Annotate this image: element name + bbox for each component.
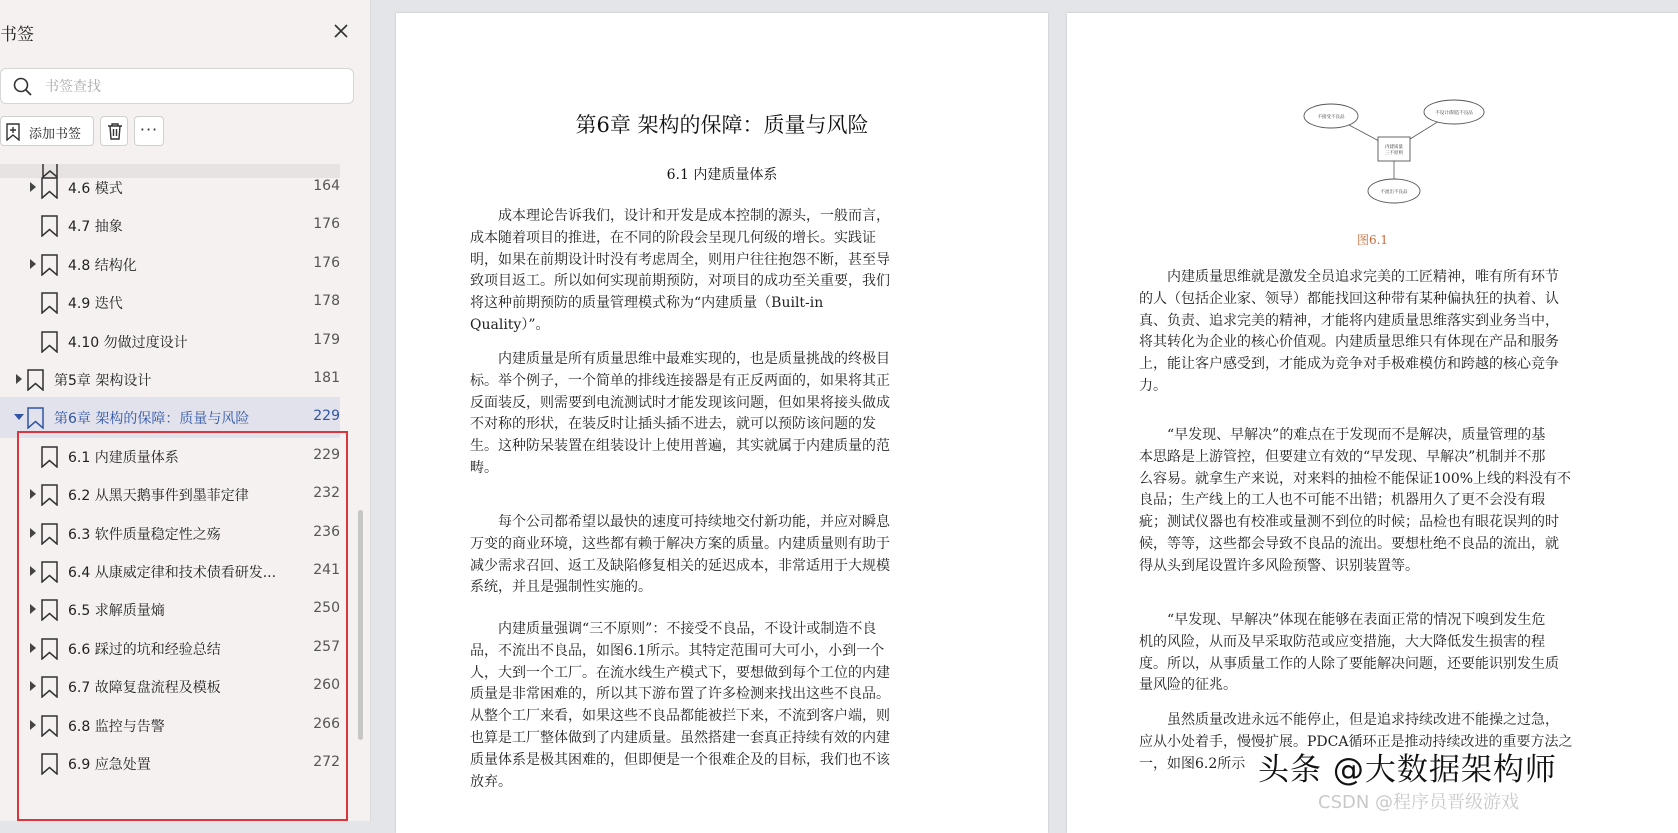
bookmark-item[interactable] <box>0 589 340 630</box>
text-line: 明，如果在前期设计时没有考虑周全，则用户往往抱怨不断，甚至导 <box>470 251 890 268</box>
add-bookmark-label: 添加书签 <box>29 127 82 142</box>
text-line: 减少需求召回、返工及缺陷修复相关的延迟成本，非常适用于大规模 <box>470 557 890 574</box>
expand-arrow-icon[interactable] <box>16 374 22 384</box>
text-line: 生。这种防呆装置在组装设计上使用普遍，其实就属于内建质量的范 <box>470 438 890 455</box>
bookmark-page-number: 272 <box>313 754 340 770</box>
text-line: 候，等等，这些都会导致不良品的流出。要想杜绝不良品的流出，就 <box>1139 535 1559 552</box>
bookmark-icon <box>40 599 60 625</box>
bookmark-item[interactable] <box>0 282 340 323</box>
bookmark-search-input[interactable] <box>43 75 347 99</box>
bookmark-label: 4.6 模式 <box>68 181 123 197</box>
trash-icon <box>106 122 124 140</box>
expand-arrow-icon[interactable] <box>30 566 36 576</box>
bookmark-page-number: 176 <box>313 254 340 271</box>
expand-arrow-icon[interactable] <box>30 681 36 691</box>
figure-node-1: 不接受不良品 <box>1317 115 1345 120</box>
search-icon <box>13 77 33 101</box>
bookmark-icon <box>40 753 60 779</box>
text-line: 本思路是上游管控，但要建立有效的“早发现、早解决”机制并不那 <box>1139 448 1546 465</box>
bookmark-page-number: 266 <box>313 715 340 732</box>
text-line: 一，如图6.2所示 <box>1139 755 1246 772</box>
figure-6-1 <box>1299 81 1489 211</box>
bookmark-item[interactable] <box>0 205 340 246</box>
expand-arrow-icon[interactable] <box>30 604 36 614</box>
document-page-right <box>1067 13 1678 833</box>
text-line: 的人（包括企业家、领导）都能找回这种带有某种偏执狂的执着、认 <box>1139 290 1559 307</box>
text-line: 真、负责、追求完美的精神，才能将内建质量思维落实到业务当中， <box>1139 312 1559 329</box>
text-line: 内建质量强调“三不原则”：不接受不良品，不设计或制造不良 <box>498 621 877 637</box>
expand-arrow-icon[interactable] <box>30 259 36 269</box>
figure-node-3: 不流出不良品 <box>1380 190 1408 195</box>
bookmark-page-number: 236 <box>313 523 340 540</box>
sidebar-title: 书签 <box>0 25 34 45</box>
expand-arrow-icon[interactable] <box>30 489 36 499</box>
bookmark-page-number: 176 <box>313 216 340 233</box>
bookmark-item[interactable] <box>0 666 340 707</box>
expand-arrow-icon[interactable] <box>30 720 36 730</box>
bookmark-item[interactable] <box>0 436 340 477</box>
bookmark-page-number: 179 <box>313 331 340 348</box>
text-line: 万变的商业环境，这些都有赖于解决方案的质量。内建质量则有助于 <box>470 535 890 552</box>
bookmark-page-number: 232 <box>313 485 340 502</box>
text-line: 疵；测试仪器也有校准或量测不到位的时候；品检也有眼花误判的时 <box>1139 514 1559 531</box>
text-line: 系统，并且是强制性实施的。 <box>470 579 652 596</box>
figure-caption: 图6.1 <box>1356 233 1389 247</box>
text-line: 人，大到一个工厂。在流水线生产模式下，要想做到每个工位的内建 <box>470 664 890 681</box>
paragraph <box>1139 610 1639 697</box>
bookmark-page-number: 260 <box>313 677 340 694</box>
bookmark-icon <box>40 561 60 587</box>
text-line: 内建质量是所有质量思维中最难实现的，也是质量挑战的终极目 <box>498 351 890 367</box>
text-line: 也算是工厂整体做到了内建质量。虽然搭建一套真正持续有效的内建 <box>470 729 890 746</box>
bookmark-label: 4.8 结构化 <box>68 257 137 274</box>
bookmark-label: 6.7 故障复盘流程及模板 <box>68 680 221 697</box>
bookmark-label: 4.9 迭代 <box>68 296 123 313</box>
bookmark-page-number: 241 <box>313 562 340 578</box>
bookmark-page-number: 181 <box>313 370 340 386</box>
bookmark-label: 6.1 内建质量体系 <box>68 449 179 466</box>
bookmark-label: 6.3 软件质量稳定性之殇 <box>68 526 221 543</box>
add-bookmark-button[interactable] <box>0 116 94 146</box>
bookmark-icon <box>40 715 60 741</box>
bookmark-icon <box>40 215 60 241</box>
expand-arrow-icon[interactable] <box>30 182 36 192</box>
bookmark-item[interactable] <box>0 474 340 515</box>
bookmark-icon <box>40 523 60 549</box>
text-line: 标。举个例子，一个简单的排线连接器是有正反两面的，如果将其正 <box>470 372 890 389</box>
bookmark-item[interactable] <box>0 628 340 669</box>
text-line: 质量体系是极其困难的，但即便是一个很难企及的目标，我们也不该 <box>470 751 890 768</box>
text-line: 致项目返工。所以如何实现前期预防，对项目的成功至关重要，我们 <box>470 273 890 290</box>
bookmark-icon <box>40 676 60 702</box>
bookmark-sidebar <box>0 0 371 821</box>
more-button[interactable] <box>134 116 164 146</box>
bookmark-icon <box>40 331 60 357</box>
paragraph <box>1139 267 1639 398</box>
text-line: 放弃。 <box>470 773 512 790</box>
text-line: 反面装反，则需要到电流测试时才能发现该问题，但如果将接头做成 <box>470 394 890 411</box>
more-label: ··· <box>139 120 159 139</box>
bookmark-label: 第6章 架构的保障：质量与风险 <box>54 411 250 428</box>
text-line: 得从头到尾设置许多风险预警、识别装置等。 <box>1139 557 1419 574</box>
bookmark-item[interactable] <box>0 397 340 438</box>
close-icon[interactable] <box>328 18 354 44</box>
section-title: 6.1 内建质量体系 <box>666 167 778 183</box>
text-line: 成本随着项目的推进，在不同的阶段会呈现几何级的增长。实践证 <box>470 229 876 246</box>
text-line: 虽然质量改进永远不能停止，但是追求持续改进不能操之过急， <box>1167 712 1559 728</box>
chapter-title: 第6章 架构的保障：质量与风险 <box>575 113 869 137</box>
bookmark-icon <box>40 638 60 664</box>
bookmark-icon <box>40 292 60 318</box>
text-line: 不对称的形状，在装反时让插头插不进去，就可以预防该问题的发 <box>470 416 876 433</box>
text-line: “早发现、早解决”体现在能够在表面正常的情况下嗅到发生危 <box>1167 612 1546 628</box>
document-page-left <box>396 13 1048 833</box>
text-line: 量风险的征兆。 <box>1139 677 1237 694</box>
bookmark-item[interactable] <box>0 359 340 400</box>
bookmark-icon <box>40 446 60 472</box>
bookmark-page-number: 229 <box>313 408 340 425</box>
figure-node-2: 不设计/制造不良品 <box>1435 111 1473 116</box>
bookmark-item[interactable] <box>0 705 340 746</box>
bookmark-item[interactable] <box>0 167 340 208</box>
bookmark-icon <box>40 177 60 203</box>
text-line: 将其转化为企业的核心价值观。内建质量思维只有体现在产品和服务 <box>1139 334 1559 351</box>
text-line: 每个公司都希望以最快的速度可持续地交付新功能，并应对瞬息 <box>498 514 890 530</box>
bookmark-label: 第5章 架构设计 <box>54 373 152 389</box>
bookmark-page-number: 164 <box>313 178 340 194</box>
expand-arrow-icon[interactable] <box>30 528 36 538</box>
bookmark-item[interactable] <box>0 551 340 592</box>
bookmark-label: 6.6 踩过的坑和经验总结 <box>68 641 221 658</box>
bookmark-label: 6.8 监控与告警 <box>68 718 165 735</box>
bookmark-label: 6.2 从黑天鹅事件到墨菲定律 <box>68 488 249 505</box>
text-line: 应从小处着手，慢慢扩展。PDCA循环正是推动持续改进的重要方法之 <box>1139 733 1573 750</box>
bookmark-search-box[interactable] <box>0 68 354 104</box>
bookmark-item[interactable] <box>0 743 340 784</box>
sidebar-scrollbar[interactable] <box>358 510 363 740</box>
bookmark-page-number: 229 <box>313 446 340 463</box>
bookmark-item[interactable] <box>0 513 340 554</box>
delete-bookmark-button[interactable] <box>100 116 128 146</box>
collapse-arrow-icon[interactable] <box>14 414 24 420</box>
bookmark-icon <box>40 254 60 280</box>
add-bookmark-icon <box>5 123 23 141</box>
text-line: 从整个工厂来看，如果这些不良品都能被拦下来，不流到客户端，则 <box>470 708 890 725</box>
bookmark-label: 4.10 勿做过度设计 <box>68 334 188 351</box>
bookmark-page-number: 257 <box>313 638 340 655</box>
bookmark-label: 6.4 从康威定律和技术债看研发... <box>68 565 277 581</box>
text-line: 品，不流出不良品，如图6.1所示。其特定范围可大可小，小到一个 <box>470 642 885 659</box>
paragraph <box>470 349 970 480</box>
bookmark-label: 6.5 求解质量熵 <box>68 603 165 620</box>
text-line: 度。所以，从事质量工作的人除了要能解决问题，还要能识别发生质 <box>1139 655 1559 672</box>
bookmark-page-number: 178 <box>313 293 340 310</box>
text-line: 将这种前期预防的质量管理模式称为“内建质量（Built-in <box>470 295 824 312</box>
text-line: 上，能让客户感受到，才能成为竞争对手极难模仿和跨越的核心竞争 <box>1139 356 1559 373</box>
paragraph <box>470 512 970 599</box>
paragraph <box>1139 425 1639 578</box>
bookmark-icon <box>26 369 46 395</box>
bookmark-page-number: 250 <box>313 600 340 617</box>
text-line: 内建质量思维就是激发全员追求完美的工匠精神，唯有所有环节 <box>1167 269 1559 285</box>
text-line: 良品；生产线上的工人也不可能不出错；机器用久了更不会没有瑕 <box>1139 492 1545 509</box>
watermark-sub: CSDN @程序员晋级游戏 <box>1318 792 1520 813</box>
text-line: 质量是非常困难的，所以其下游布置了许多检测来找出这些不良品。 <box>470 686 890 703</box>
text-line: 力。 <box>1139 377 1167 394</box>
bookmark-item[interactable] <box>0 321 340 362</box>
paragraph <box>470 206 970 337</box>
text-line: 畴。 <box>470 459 498 476</box>
bookmark-icon <box>40 484 60 510</box>
paragraph <box>470 619 970 793</box>
bookmark-item[interactable] <box>0 244 340 285</box>
watermark-main: 头条 @大数据架构师 <box>1258 752 1557 788</box>
expand-arrow-icon[interactable] <box>30 643 36 653</box>
text-line: 么容易。就拿生产来说，对来料的抽检不能保证100%上线的料没有不 <box>1139 470 1572 487</box>
figure-center-label: 内建质量三不原则 <box>1385 145 1403 156</box>
text-line: Quality）”。 <box>470 316 550 333</box>
bookmark-label: 6.9 应急处置 <box>68 757 151 773</box>
bookmark-icon <box>26 407 46 433</box>
text-line: “早发现、早解决”的难点在于发现而不是解决，质量管理的基 <box>1167 427 1546 443</box>
text-line: 机的风险，从而及早采取防范或应变措施，大大降低发生损害的程 <box>1139 633 1545 650</box>
bookmark-label: 4.7 抽象 <box>68 219 123 236</box>
text-line: 成本理论告诉我们，设计和开发是成本控制的源头，一般而言， <box>498 208 890 224</box>
